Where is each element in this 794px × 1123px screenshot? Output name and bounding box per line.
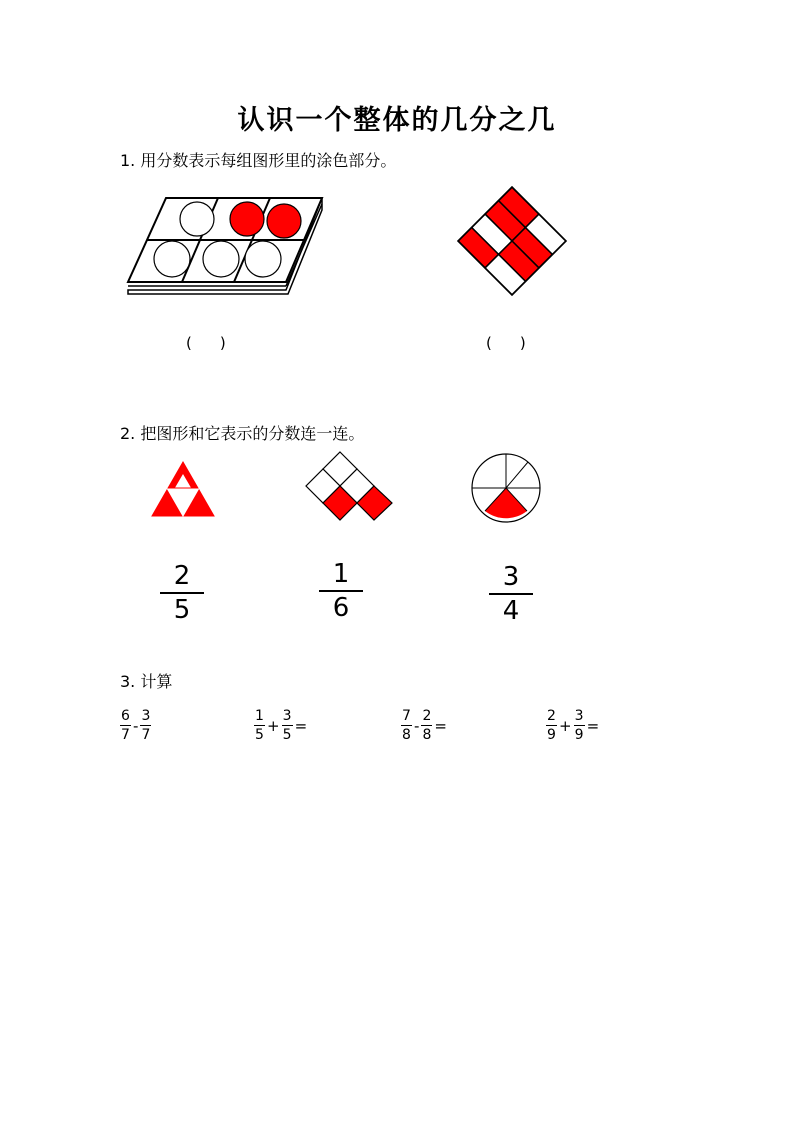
triangle-figure	[150, 460, 216, 518]
expression-3	[400, 708, 448, 743]
paren-right: )	[219, 334, 226, 352]
numerator: 7	[402, 708, 411, 724]
numerator: 6	[121, 708, 130, 724]
denominator: 7	[141, 727, 151, 743]
operator: -	[133, 716, 139, 735]
fraction-option-2[interactable]	[319, 560, 363, 622]
question-1-label: 1. 用分数表示每组图形里的涂色部分。	[120, 151, 397, 170]
tray-circle	[180, 202, 214, 236]
numerator: 1	[332, 559, 350, 589]
circle-pie-figure	[468, 450, 544, 526]
denominator: 7	[121, 727, 130, 743]
fraction-bar	[160, 592, 204, 594]
expression-4	[545, 708, 600, 743]
fraction-bar	[319, 590, 363, 592]
paren-left: (	[486, 334, 492, 352]
numerator: 3	[574, 708, 584, 724]
numerator: 3	[282, 708, 292, 724]
tray-circle	[245, 241, 281, 277]
answer-blank-1[interactable]	[186, 334, 226, 352]
operator: +	[559, 716, 572, 735]
numerator: 3	[502, 562, 520, 592]
question-3-label: 3. 计算	[120, 672, 173, 691]
paren-left: (	[186, 334, 192, 352]
fraction-option-3[interactable]	[489, 563, 533, 625]
denominator: 5	[282, 727, 292, 743]
numerator: 2	[422, 708, 432, 724]
equals-sign: =	[586, 716, 600, 735]
denominator: 4	[502, 596, 520, 626]
question-2-label: 2. 把图形和它表示的分数连一连。	[120, 424, 365, 443]
tray-circle	[203, 241, 239, 277]
numerator: 1	[255, 708, 264, 724]
diamond-squares-figure	[304, 450, 396, 526]
denominator: 9	[547, 727, 556, 743]
denominator: 9	[574, 727, 584, 743]
fraction-bar	[489, 593, 533, 595]
denominator: 5	[173, 595, 191, 625]
denominator: 5	[255, 727, 264, 743]
equals-sign: =	[434, 716, 447, 735]
numerator: 3	[141, 708, 151, 724]
answer-blank-2[interactable]	[486, 334, 526, 352]
page-title: 认识一个整体的几分之几	[237, 105, 557, 136]
fraction-option-1[interactable]	[160, 562, 204, 624]
numerator: 2	[547, 708, 556, 724]
operator: +	[267, 716, 280, 735]
tray-circle	[154, 241, 190, 277]
denominator: 8	[402, 727, 411, 743]
tray-circle-shaded	[267, 204, 301, 238]
operator: -	[414, 716, 420, 735]
circle-tray-figure	[126, 194, 326, 298]
paren-right: )	[519, 334, 526, 352]
denominator: 6	[332, 593, 350, 623]
numerator: 2	[173, 561, 191, 591]
tray-circle-shaded	[230, 202, 264, 236]
denominator: 8	[422, 727, 432, 743]
diamond-grid-figure	[457, 186, 567, 296]
expression-1	[119, 708, 154, 743]
expression-2	[253, 708, 308, 743]
equals-sign: =	[294, 716, 308, 735]
